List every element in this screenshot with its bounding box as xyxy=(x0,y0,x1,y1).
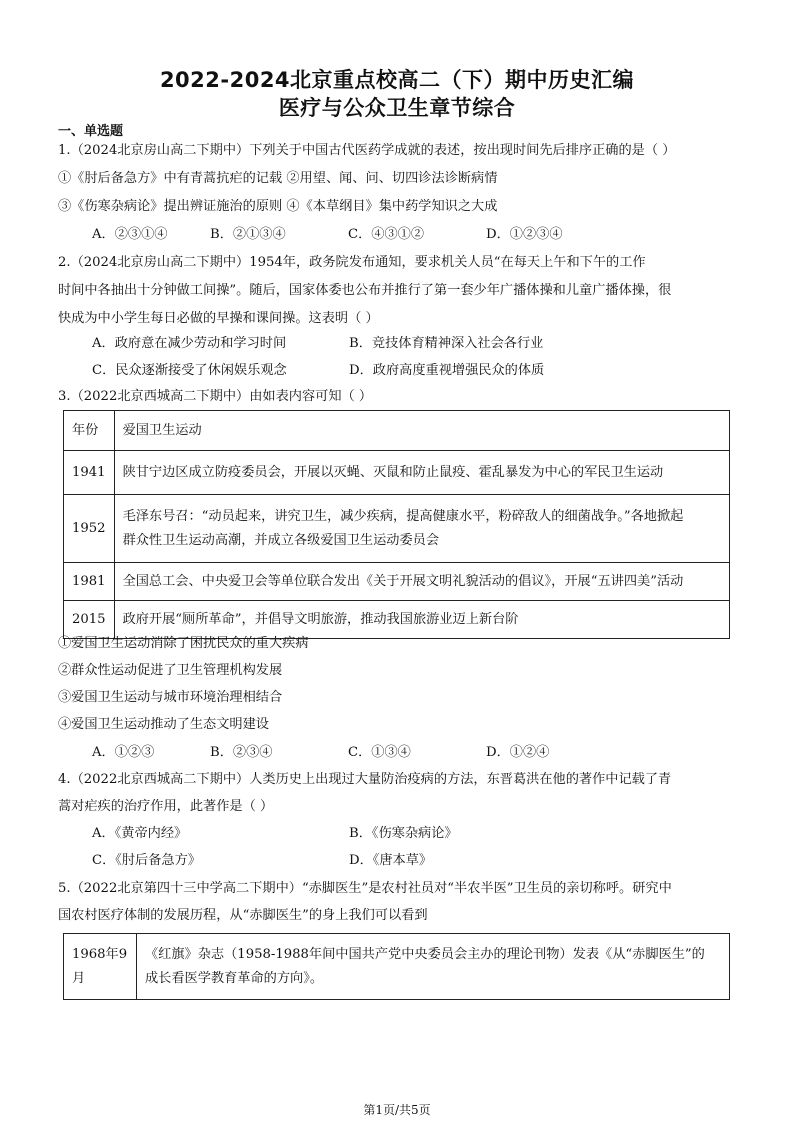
question-4-option-c: C．《肘后备急方》 xyxy=(92,853,201,868)
question-4-stem-line: 蒿对疟疾的治疗作用，此著作是（ ） xyxy=(58,799,274,814)
question-2-option-a: A．政府意在减少劳动和学习时间 xyxy=(92,336,287,351)
table-cell-year: 1981 xyxy=(64,563,115,601)
table-cell-year: 1941 xyxy=(64,451,115,495)
question-2-stem: 2.（2024北京房山高二下期中）1954年，政务院发布通知，要求机关人员“在每天上午和下午的工作 xyxy=(58,255,646,270)
question-2-option-b: B．竞技体育精神深入社会各行业 xyxy=(349,336,544,351)
table-cell-line: 1968年9 xyxy=(72,946,128,962)
table-cell-year: 1952 xyxy=(64,495,115,563)
question-3-stem: 3.（2022北京西城高二下期中）由如表内容可知（ ） xyxy=(58,389,373,404)
question-3-table xyxy=(63,410,730,639)
table-cell-line: 月 xyxy=(72,970,86,986)
table-row xyxy=(64,495,730,563)
question-3-statement: ①爱国卫生运动消除了困扰民众的重大疾病 xyxy=(58,636,309,651)
table-cell-content xyxy=(114,495,729,563)
question-1-statement-line: ③《伤寒杂病论》提出辨证施治的原则 ④《本草纲目》集中药学知识之大成 xyxy=(58,199,498,214)
question-3-option-c: C．①③④ xyxy=(348,745,411,760)
table-row xyxy=(64,563,730,601)
table-header-year: 年份 xyxy=(64,411,115,451)
question-3-statement: ④爱国卫生运动推动了生态文明建设 xyxy=(58,717,269,732)
table-cell-line: 成长看医学教育革命的方向》。 xyxy=(145,970,324,986)
question-3-option-a: A．①②③ xyxy=(92,745,155,760)
section-heading: 一、单选题 xyxy=(58,124,124,139)
question-5-stem-line: 国农村医疗体制的发展历程，从“赤脚医生”的身上我们可以看到 xyxy=(58,908,428,923)
question-2-stem-line: 快成为中小学生每日必做的早操和课间操。这表明（ ） xyxy=(58,311,379,326)
document-subtitle: 医疗与公众卫生章节综合 xyxy=(278,96,516,120)
table-row xyxy=(64,934,730,1000)
table-cell-year: 2015 xyxy=(64,601,115,639)
question-1-statement-line: ①《肘后备急方》中有青蒿抗疟的记载 ②用望、闻、问、切四诊法诊断病情 xyxy=(58,171,498,186)
question-5-table xyxy=(63,933,730,1000)
question-1-option-d: D．①②③④ xyxy=(486,227,563,242)
table-cell-content: 政府开展“厕所革命”，并倡导文明旅游，推动我国旅游业迈上新台阶 xyxy=(114,601,729,639)
page-footer: 第1页/共5页 xyxy=(363,1103,431,1117)
table-cell-line: 群众性卫生运动高潮，并成立各级爱国卫生运动委员会 xyxy=(122,532,440,548)
question-3-statement: ②群众性运动促进了卫生管理机构发展 xyxy=(58,663,283,678)
table-header-content: 爱国卫生运动 xyxy=(114,411,729,451)
question-4-option-d: D．《唐本草》 xyxy=(349,853,433,868)
question-2-option-d: D．政府高度重视增强民众的体质 xyxy=(349,363,545,378)
question-2-option-c: C．民众逐渐接受了休闲娱乐观念 xyxy=(92,363,287,378)
question-2-stem-line: 时间中各抽出十分钟做工间操”。随后，国家体委也公布并推行了第一套少年广播体操和儿童广播体操，很 xyxy=(58,283,672,298)
table-cell-content xyxy=(137,934,730,1000)
question-1-option-b: B．②①③④ xyxy=(210,227,286,242)
table-cell-line: 《红旗》杂志（1958-1988年间中国共产党中央委员会主办的理论刊物）发表《从“赤脚医生”的 xyxy=(145,946,705,962)
question-3-option-d: D．①②④ xyxy=(486,745,550,760)
question-4-option-a: A．《黄帝内经》 xyxy=(92,826,188,841)
question-3-option-b: B．②③④ xyxy=(210,745,273,760)
question-1-option-a: A．②③①④ xyxy=(92,227,168,242)
question-1-option-c: C．④③①② xyxy=(348,227,425,242)
table-row xyxy=(64,601,730,639)
question-4-stem: 4.（2022北京西城高二下期中）人类历史上出现过大量防治疫病的方法，东晋葛洪在他的著作中记载了青 xyxy=(58,772,672,787)
document-title: 2022-2024北京重点校高二（下）期中历史汇编 xyxy=(159,68,635,92)
question-3-statement: ③爱国卫生运动与城市环境治理相结合 xyxy=(58,690,283,705)
table-cell-content: 陕甘宁边区成立防疫委员会，开展以灭蝇、灭鼠和防止鼠疫、霍乱暴发为中心的军民卫生运动 xyxy=(114,451,729,495)
table-header-row xyxy=(64,411,730,451)
table-cell-line: 毛泽东号召：“动员起来，讲究卫生，减少疾病，提高健康水平，粉碎敌人的细菌战争。”各地掀起 xyxy=(122,508,684,524)
question-5-stem: 5.（2022北京第四十三中学高二下期中）“赤脚医生”是农村社员对“半农半医”卫生员的亲切称呼。研究中 xyxy=(58,881,672,896)
table-cell-content: 全国总工会、中央爱卫会等单位联合发出《关于开展文明礼貌活动的倡议》，开展“五讲四美”活动 xyxy=(114,563,729,601)
question-1-stem: 1.（2024北京房山高二下期中）下列关于中国古代医药学成就的表述，按出现时间先后排序正确的是（ ） xyxy=(58,143,676,158)
question-4-option-b: B．《伤寒杂病论》 xyxy=(349,826,458,841)
table-cell-date xyxy=(64,934,137,1000)
table-row xyxy=(64,451,730,495)
